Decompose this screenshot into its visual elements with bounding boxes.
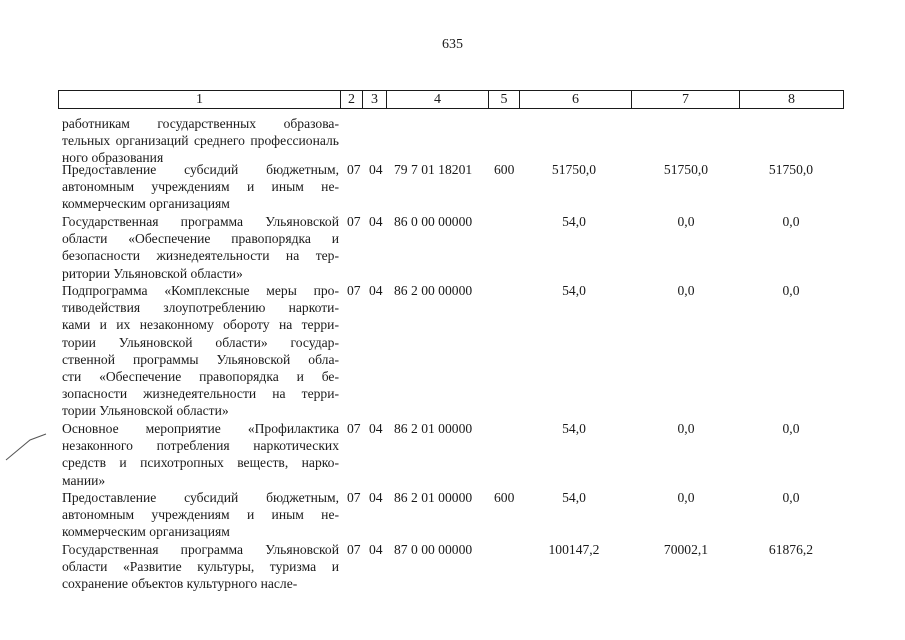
row-5-name: [62, 420, 339, 489]
row-7-name: [62, 541, 339, 593]
row-4-name: [62, 282, 339, 420]
header-col-3: 3: [363, 91, 387, 108]
row-3-c2: 07: [347, 214, 361, 229]
row-4-line-5: ственной программы Ульяновской обла-: [62, 351, 339, 367]
row-6-c6: 54,0: [562, 490, 586, 505]
row-1-line-3: ного образования: [62, 150, 164, 166]
row-6-name: [62, 489, 339, 541]
row-3-c4: 86 0 00 00000: [394, 214, 473, 229]
row-5-c8: 0,0: [782, 421, 800, 436]
row-4-line-7: зопасности жизнедеятельности на терри-: [62, 386, 339, 402]
row-7-line-3: сохранение объектов культурного насле-: [62, 576, 298, 592]
header-col-8: 8: [788, 92, 795, 107]
margin-pen-mark: [0, 420, 60, 470]
row-4-line-3: ками и их незаконному обороту на терри-: [62, 317, 339, 333]
header-col-2: 2: [341, 91, 363, 108]
row-4-c6: 54,0: [562, 283, 586, 298]
row-6-line-3: коммерческим организациям: [62, 524, 230, 540]
row-4-c8: 0,0: [782, 283, 800, 298]
row-6-c2: 07: [347, 490, 361, 505]
header-col-7: 7: [632, 91, 740, 108]
row-5-c4: 86 2 01 00000: [394, 421, 473, 436]
row-1-name: [62, 115, 339, 167]
row-4-c3: 04: [369, 283, 383, 298]
row-3-line-3: безопасности жизнедеятельности на тер-: [62, 248, 339, 264]
row-4-line-1: Подпрограмма «Комплексные меры про-: [62, 283, 339, 298]
row-5-c7: 0,0: [677, 421, 695, 436]
row-3-c7: 0,0: [677, 214, 695, 229]
row-4-line-6: сти «Обеспечение правопорядка и бе-: [62, 368, 339, 384]
row-1-line-1: работникам государственных образова-: [62, 116, 339, 131]
row-6-line-2: автономным учреждениям и иным не-: [62, 507, 339, 523]
row-5-line-4: мании»: [62, 472, 106, 488]
header-col-4: 4: [387, 91, 489, 108]
row-2-name: [62, 161, 339, 213]
row-7-c4: 87 0 00 00000: [394, 542, 473, 557]
row-4-c2: 07: [347, 283, 361, 298]
row-2-c5: 600: [494, 162, 515, 177]
header-col-5: 5: [489, 91, 520, 108]
row-6-c7: 0,0: [677, 490, 695, 505]
row-3-c6: 54,0: [562, 214, 586, 229]
row-7-c8: 61876,2: [768, 542, 814, 557]
row-2-c2: 07: [347, 162, 361, 177]
row-3-name: [62, 213, 339, 282]
row-3-c3: 04: [369, 214, 383, 229]
row-5-line-2: незаконного потребления наркотических: [62, 438, 339, 454]
row-5-c3: 04: [369, 421, 383, 436]
page-number: 635: [442, 37, 463, 52]
row-6-line-1: Предоставление субсидий бюджетным,: [62, 490, 339, 505]
row-7-c7: 70002,1: [663, 542, 709, 557]
row-2-c3: 04: [369, 162, 383, 177]
header-col-1: 1: [59, 91, 341, 108]
row-5-c2: 07: [347, 421, 361, 436]
row-6-c5: 600: [494, 490, 515, 505]
row-3-line-2: области «Обеспечение правопорядка и: [62, 231, 339, 247]
row-3-line-4: ритории Ульяновской области»: [62, 265, 243, 281]
row-2-line-1: Предоставление субсидий бюджетным,: [62, 162, 339, 177]
row-4-c4: 86 2 00 00000: [394, 283, 473, 298]
table-header-row: [58, 90, 844, 109]
row-2-c4: 79 7 01 18201: [394, 162, 473, 177]
row-7-c6: 100147,2: [548, 542, 600, 557]
row-6-c4: 86 2 01 00000: [394, 490, 473, 505]
header-col-6: 6: [520, 91, 632, 108]
row-4-c7: 0,0: [677, 283, 695, 298]
row-6-c8: 0,0: [782, 490, 800, 505]
row-5-c6: 54,0: [562, 421, 586, 436]
row-1-line-2: тельных организаций среднего профессиональ: [62, 133, 339, 149]
row-5-line-1: Основное мероприятие «Профилактика: [62, 421, 339, 436]
row-4-line-4: тории Ульяновской области» государ-: [62, 334, 339, 350]
row-6-c3: 04: [369, 490, 383, 505]
row-7-c3: 04: [369, 542, 383, 557]
row-7-c2: 07: [347, 542, 361, 557]
row-2-c8: 51750,0: [768, 162, 814, 177]
row-2-line-3: коммерческим организациям: [62, 196, 230, 212]
row-2-line-2: автономным учреждениям и иным не-: [62, 179, 339, 195]
row-4-line-2: тиводействия злоупотреблению наркоти-: [62, 300, 339, 316]
row-2-c7: 51750,0: [663, 162, 709, 177]
row-5-line-3: средств и психотропных веществ, нарко-: [62, 455, 339, 471]
row-2-c6: 51750,0: [551, 162, 597, 177]
row-3-c8: 0,0: [782, 214, 800, 229]
row-7-line-2: области «Развитие культуры, туризма и: [62, 559, 339, 575]
row-3-line-1: Государственная программа Ульяновской: [62, 214, 339, 229]
row-7-line-1: Государственная программа Ульяновской: [62, 542, 339, 557]
row-4-line-8: тории Ульяновской области»: [62, 403, 229, 419]
